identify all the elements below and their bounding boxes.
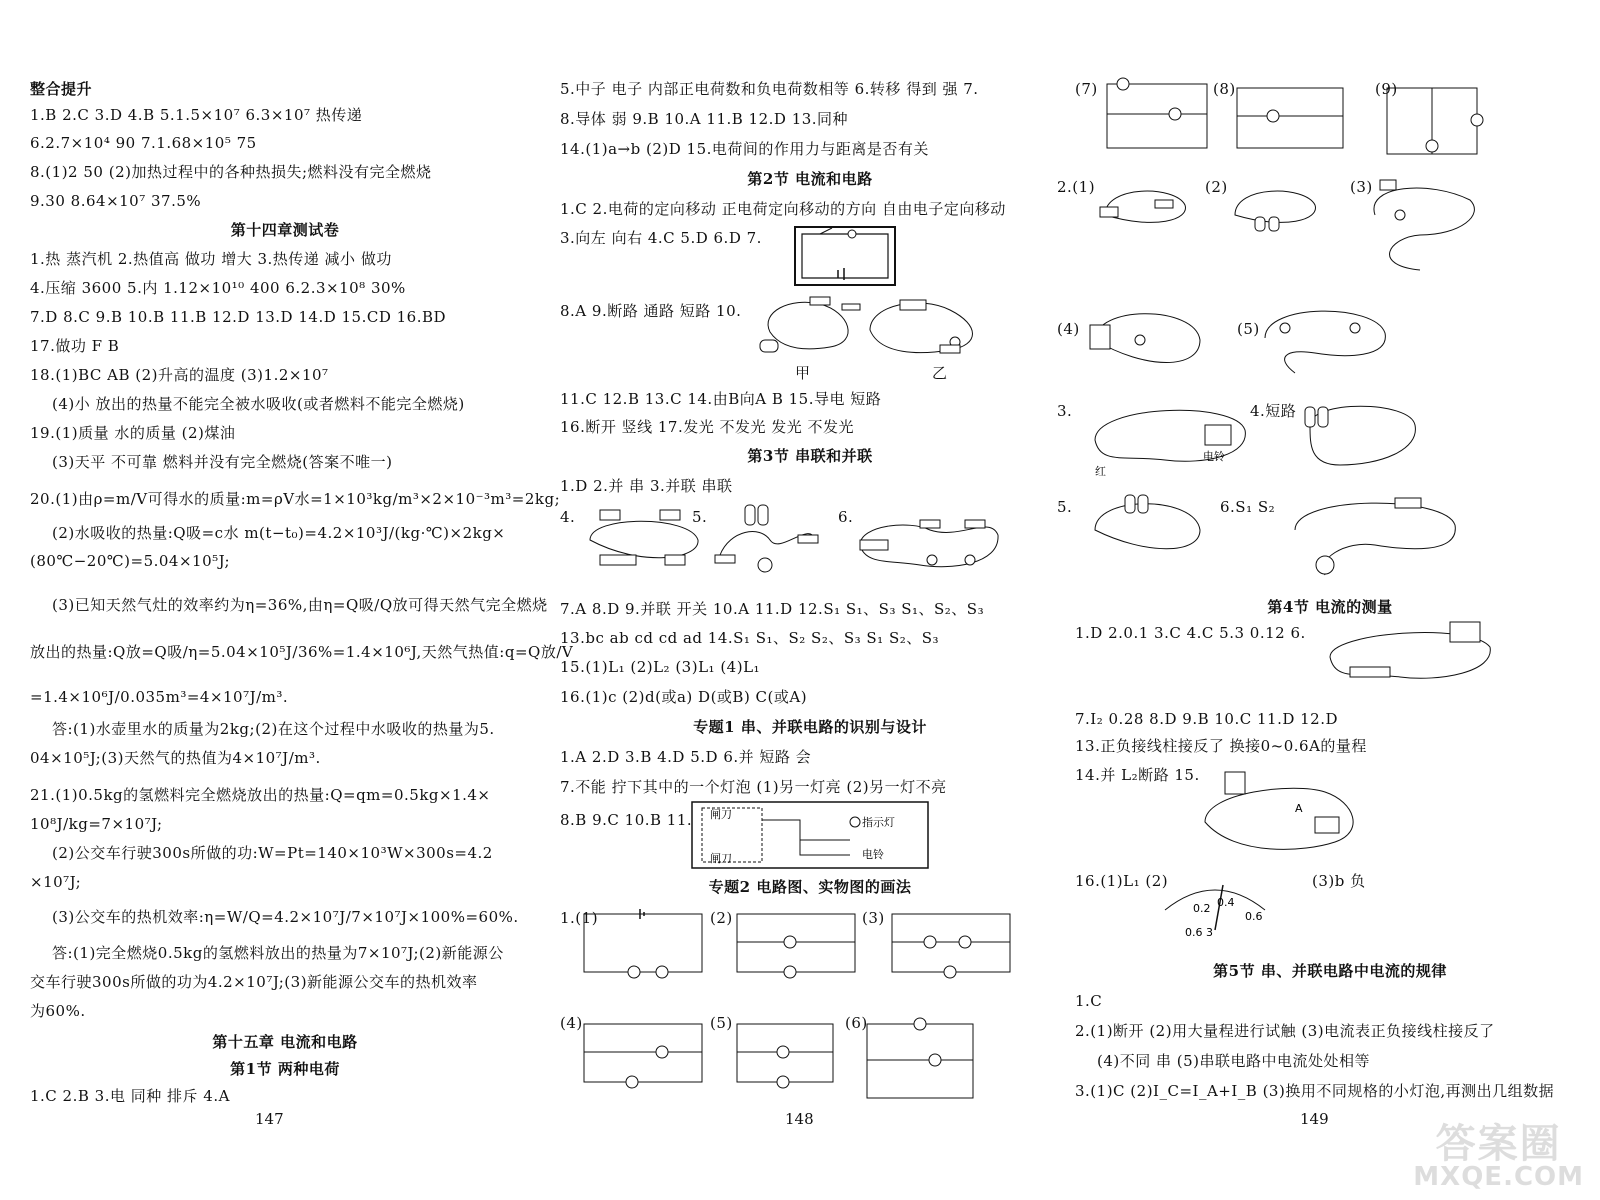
circuit-diagram-1-2 [735, 912, 857, 974]
terminal-labels: 0.6 3 [1185, 926, 1213, 939]
answer-line: 14.并 L₂断路 15. [1075, 766, 1200, 784]
circuit-diagram-1-1 [582, 912, 704, 974]
answer-line: 放出的热量:Q放=Q吸/η=5.04×10⁵J/36%=1.4×10⁶J,天然气热值:q=Q放/V [30, 643, 574, 661]
answer-line: (4) [1057, 320, 1080, 338]
answer-line: 7.A 8.D 9.并联 开关 10.A 11.D 12.S₁ S₁、S₃ S₁、S₂、S₃ [560, 600, 985, 618]
label-indicator: 指示灯 [862, 816, 895, 829]
answer-line: 8.(1)2 50 (2)加热过程中的各种热损失;燃料没有完全燃烧 [30, 163, 432, 181]
section-heading: 第3节 串联和并联 [747, 447, 873, 465]
page-number: 147 [255, 1110, 284, 1128]
answer-line: 1.C 2.B 3.电 同种 排斥 4.A [30, 1087, 230, 1105]
watermark-logo [1413, 1121, 1584, 1192]
label-red: 红 [1095, 465, 1106, 478]
circuit-diagram-1-5 [735, 1022, 835, 1084]
answer-line: 3.(1)C (2)I_C=I_A+I_B (3)换用不同规格的小灯泡,再测出几组数据 [1075, 1082, 1555, 1100]
circuit-diagram-1-9 [1385, 86, 1480, 158]
answer-line: 9.30 8.64×10⁷ 37.5% [30, 192, 202, 210]
answer-line: 8.导体 弱 9.B 10.A 11.B 12.D 13.同种 [560, 110, 849, 128]
answer-line: 4.压缩 3600 5.内 1.12×10¹⁰ 400 6.2.3×10⁸ 30% [30, 279, 406, 297]
answer-line: 13.正负接线柱接反了 换接0~0.6A的量程 [1075, 737, 1367, 755]
answer-line: 16.(1)c (2)d(或a) D(或B) C(或A) [560, 688, 808, 706]
answer-line: (6) [845, 1014, 868, 1032]
answer-line: 18.(1)BC AB (2)升高的温度 (3)1.2×10⁷ [30, 366, 329, 384]
answer-line: 14.(1)a→b (2)D 15.电荷间的作用力与距离是否有关 [560, 140, 929, 158]
label-switch-b: 闸刀 [710, 852, 732, 865]
answer-line: (2)公交车行驶300s所做的功:W=Pt=140×10³W×300s=4.2 [52, 844, 493, 862]
section-heading: 第2节 电流和电路 [747, 170, 873, 188]
watermark-line2: MXQE.COM [1413, 1162, 1584, 1192]
answer-line: 交车行驶300s所做的功为4.2×10⁷J;(3)新能源公交车的热机效率 [30, 973, 478, 991]
label-ammeter: A [1295, 802, 1303, 815]
physical-circuit-2-4 [1085, 300, 1205, 380]
answer-line: 4. [560, 508, 576, 526]
answer-line: 5. [692, 508, 708, 526]
physical-circuit-2-3 [1360, 175, 1490, 275]
answer-line: 6.S₁ S₂ [1220, 498, 1276, 516]
answer-line: (4)不同 串 (5)串联电路中电流处处相等 [1097, 1052, 1371, 1070]
answer-line: 2.(1) [1057, 178, 1096, 196]
chapter-test-heading: 第十四章测试卷 [230, 221, 340, 239]
answer-line: 7.不能 拧下其中的一个灯泡 (1)另一灯亮 (2)另一灯不亮 [560, 778, 947, 796]
answer-line: 8.A 9.断路 通路 短路 10. [560, 302, 742, 320]
column-page-148 [560, 0, 1060, 1200]
circuit-diagram-1-7 [1105, 82, 1210, 152]
figure-label-jia: 甲 [795, 364, 811, 382]
answer-line: 4.短路 [1250, 402, 1297, 420]
answer-line: 1.C 2.电荷的定向移动 正电荷定向移动的方向 自由电子定向移动 [560, 200, 1006, 218]
answer-line: 8.B 9.C 10.B 11. [560, 811, 693, 829]
tick-0.2: 0.2 [1193, 902, 1211, 915]
label-bell: 电铃 [862, 848, 884, 861]
tick-0.6: 0.6 [1245, 910, 1263, 923]
circuit-figure-q4 [580, 505, 710, 575]
physical-circuit-current-15 [1195, 762, 1375, 862]
physical-circuit-6 [1285, 490, 1465, 585]
answer-line: 17.做功 F B [30, 337, 120, 355]
circuit-figure-b [860, 290, 1010, 370]
answer-line: 13.bc ab cd cd ad 14.S₁ S₁、S₂ S₂、S₃ S₁ S₂、S₃ [560, 629, 940, 647]
answer-line: 5. [1057, 498, 1073, 516]
answer-line: 04×10⁵J;(3)天然气的热值为4×10⁷J/m³. [30, 749, 321, 767]
answer-line: 16.断开 竖线 17.发光 不发光 发光 不发光 [560, 418, 855, 436]
answer-line: 答:(1)水壶里水的质量为2kg;(2)在这个过程中水吸收的热量为5. [52, 720, 495, 738]
physical-circuit-current-6 [1320, 612, 1500, 692]
physical-circuit-2-5 [1255, 298, 1395, 383]
watermark-line1: 答案圈 [1435, 1121, 1562, 1167]
circuit-figure-q5 [710, 500, 830, 580]
page-number: 149 [1300, 1110, 1329, 1128]
answer-line: =1.4×10⁶J/0.035m³=4×10⁷J/m³. [30, 688, 289, 706]
answer-line: 为60%. [30, 1002, 86, 1020]
answer-line: 3. [1057, 402, 1073, 420]
answer-line: 1.B 2.C 3.D 4.B 5.1.5×10⁷ 6.3×10⁷ 热传递 [30, 106, 363, 124]
answer-line: 20.(1)由ρ=m/V可得水的质量:m=ρV水=1×10³kg/m³×2×10⁻³m³=2kg; [30, 490, 561, 508]
answer-line: (5) [1237, 320, 1260, 338]
physical-circuit-4 [1300, 395, 1430, 485]
physical-circuit-2-2 [1225, 175, 1325, 235]
label-bell: 电铃 [1203, 450, 1225, 463]
physical-circuit-2-1 [1095, 175, 1195, 235]
answer-line: (3)已知天然气灶的效率约为η=36%,由η=Q吸/Q放可得天然气完全燃烧 [52, 596, 548, 614]
topic-heading: 专题2 电路图、实物图的画法 [708, 878, 912, 896]
circuit-diagram-1-6 [865, 1022, 975, 1102]
circuit-diagram-1-3 [890, 912, 1012, 974]
answer-line: 1.D 2.并 串 3.并联 串联 [560, 477, 733, 495]
section-heading: 第4节 电流的测量 [1267, 598, 1393, 616]
answer-line: (2) [1205, 178, 1228, 196]
answer-line: ×10⁷J; [30, 873, 82, 891]
answer-line: 5.中子 电子 内部正电荷数和负电荷数相等 6.转移 得到 强 7. [560, 80, 979, 98]
topic-heading: 专题1 串、并联电路的识别与设计 [693, 718, 927, 736]
column-page-147 [30, 0, 574, 1200]
answer-line: (8) [1213, 80, 1236, 98]
answer-line: 21.(1)0.5kg的氢燃料完全燃烧放出的热量:Q=qm=0.5kg×1.4× [30, 786, 491, 804]
answer-line: (3) [862, 909, 885, 927]
section-heading: 第5节 串、并联电路中电流的规律 [1213, 962, 1447, 980]
answer-line: 15.(1)L₁ (2)L₂ (3)L₁ (4)L₁ [560, 658, 761, 676]
answer-line: 答:(1)完全燃烧0.5kg的氢燃料放出的热量为7×10⁷J;(2)新能源公 [52, 944, 504, 962]
answer-line: 7.I₂ 0.28 8.D 9.B 10.C 11.D 12.D [1075, 710, 1339, 728]
figure-label-yi: 乙 [932, 364, 948, 382]
physical-circuit-3 [1085, 395, 1255, 480]
circuit-figure-q6 [850, 505, 1005, 580]
answer-line: (3)天平 不可靠 燃料并没有完全燃烧(答案不唯一) [52, 453, 393, 471]
answer-line: 16.(1)L₁ (2) [1075, 872, 1169, 890]
label-switch-a: 闸刀 [710, 808, 732, 821]
physical-circuit-5 [1085, 490, 1205, 560]
ammeter-dial [1155, 870, 1285, 940]
answer-line: 19.(1)质量 水的质量 (2)煤油 [30, 424, 236, 442]
answer-line: 6. [838, 508, 854, 526]
chapter-heading: 第十五章 电流和电路 [212, 1033, 358, 1051]
answer-line: (9) [1375, 80, 1398, 98]
answer-line: 1.A 2.D 3.B 4.D 5.D 6.并 短路 会 [560, 748, 812, 766]
section-heading: 第1节 两种电荷 [230, 1060, 340, 1078]
answer-line: 1.C [1075, 992, 1103, 1010]
answer-line: (80℃−20℃)=5.04×10⁵J; [30, 552, 231, 570]
circuit-diagram-q11 [690, 800, 930, 870]
answer-line: 10⁸J/kg=7×10⁷J; [30, 815, 163, 833]
answer-line: 1.D 2.0.1 3.C 4.C 5.3 0.12 6. [1075, 624, 1306, 642]
answer-line: (4) [560, 1014, 583, 1032]
answer-line: (5) [710, 1014, 733, 1032]
answer-line: (3)b 负 [1312, 872, 1366, 890]
answer-line: 7.D 8.C 9.B 10.B 11.B 12.D 13.D 14.D 15.CD 16.BD [30, 308, 447, 326]
answer-line: 6.2.7×10⁴ 90 7.1.68×10⁵ 75 [30, 134, 257, 152]
answer-line: 2.(1)断开 (2)用大量程进行试触 (3)电流表正负接线柱接反了 [1075, 1022, 1495, 1040]
answer-line: 1.热 蒸汽机 2.热值高 做功 增大 3.热传递 减小 做功 [30, 250, 392, 268]
answer-line: 1.(1) [560, 909, 599, 927]
answer-line: (2)水吸收的热量:Q吸=c水 m(t−t₀)=4.2×10³J/(kg·℃)×2kg× [52, 524, 506, 542]
page-number: 148 [785, 1110, 814, 1128]
column-page-149 [1057, 0, 1585, 1200]
answer-line: 11.C 12.B 13.C 14.由B向A B 15.导电 短路 [560, 390, 882, 408]
answer-line: (7) [1075, 80, 1098, 98]
circuit-diagram-1-4 [582, 1022, 704, 1084]
tick-0.4: 0.4 [1217, 896, 1235, 909]
circuit-diagram-1-8 [1235, 86, 1345, 152]
answer-line: 3.向左 向右 4.C 5.D 6.D 7. [560, 229, 762, 247]
answer-line: (2) [710, 909, 733, 927]
section-heading: 整合提升 [30, 80, 93, 98]
answer-line: (4)小 放出的热量不能完全被水吸收(或者燃料不能完全燃烧) [52, 395, 465, 413]
answer-line: (3) [1350, 178, 1373, 196]
circuit-diagram-q7 [790, 222, 900, 292]
answer-line: (3)公交车的热机效率:η=W/Q=4.2×10⁷J/7×10⁷J×100%=60%. [52, 908, 519, 926]
